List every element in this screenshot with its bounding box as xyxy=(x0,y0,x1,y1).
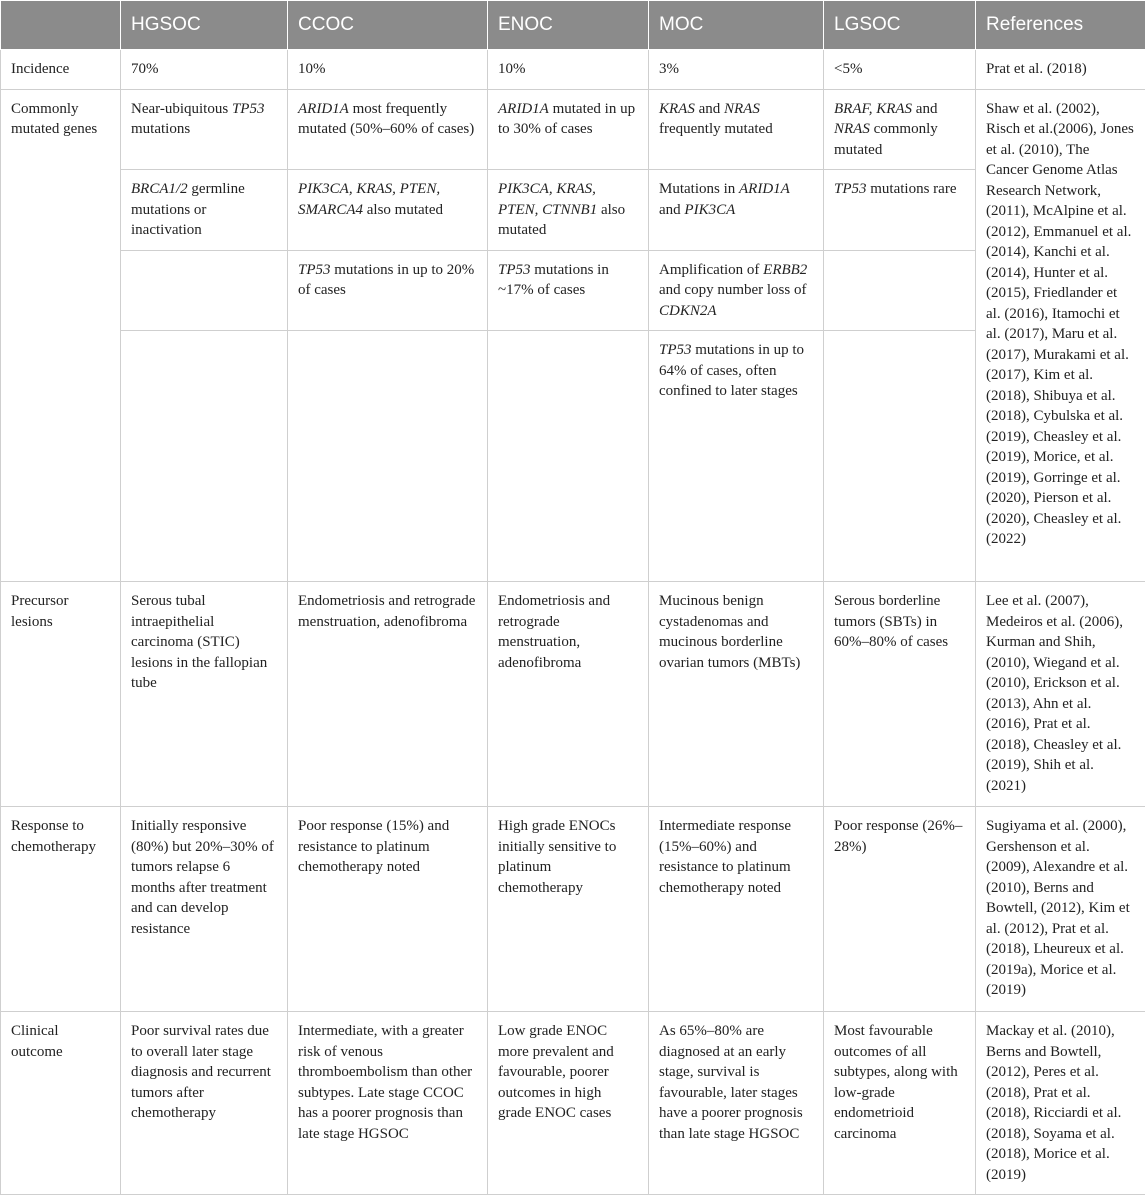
row-response xyxy=(1,807,1145,1012)
outcome-hgsoc: Poor survival rates due to overall later stage diagnosis and recurrent tumors after chemotherapy xyxy=(121,1012,288,1195)
response-references: Sugiyama et al. (2000), Gershenson et al. (2009), Alexandre et al. (2010), Berns and Bowtell, (2012), Kim et al. (2012), Prat et al. (2018), Lheureux et al. (2019a), Morice et al. (2019) xyxy=(976,807,1145,1012)
genes-enoc-1: ARID1A mutated in up to 30% of cases xyxy=(488,89,649,170)
genes-enoc-2: PIK3CA, KRAS, PTEN, CTNNB1 also mutated xyxy=(488,170,649,251)
row-genes-3 xyxy=(1,250,1145,331)
outcome-moc: As 65%–80% are diagnosed at an early stage, survival is favourable, later stages have a poorer prognosis than late stage HGSOC xyxy=(649,1012,824,1195)
row-label-genes: Commonly mutated genes xyxy=(1,89,121,582)
genes-references: Shaw et al. (2002), Risch et al.(2006), Jones et al. (2010), The Cancer Genome Atlas Research Network, (2011), McAlpine et al. (2012), Emmanuel et al. (2014), Kanchi et al. (2014), Hunter et al. (2015), Friedlander et al. (2016), Itamochi et al. (2017), Maru et al. (2017), Murakami et al. (2017), Kim et al. (2018), Shibuya et al. (2018), Cybulska et al. (2019), Cheasley et al. (2019), Morice, et al. (2019), Gorringe et al. (2020), Pierson et al. (2020), Cheasley et al. (2022) xyxy=(976,89,1145,582)
row-label-precursor: Precursor lesions xyxy=(1,582,121,807)
incidence-enoc: 10% xyxy=(488,50,649,90)
header-moc: MOC xyxy=(649,1,824,50)
genes-ccoc-1: ARID1A most frequently mutated (50%–60% of cases) xyxy=(288,89,488,170)
header-references: References xyxy=(976,1,1145,50)
response-hgsoc: Initially responsive (80%) but 20%–30% of tumors relapse 6 months after treatment and can develop resistance xyxy=(121,807,288,1012)
genes-ccoc-4 xyxy=(288,331,488,582)
response-ccoc: Poor response (15%) and resistance to platinum chemotherapy noted xyxy=(288,807,488,1012)
outcome-lgsoc: Most favourable outcomes of all subtypes, along with low-grade endometrioid carcinoma xyxy=(824,1012,976,1195)
precursor-enoc: Endometriosis and retrograde menstruation, adenofibroma xyxy=(488,582,649,807)
row-label-response: Response to chemotherapy xyxy=(1,807,121,1012)
outcome-references: Mackay et al. (2010), Berns and Bowtell, (2012), Peres et al. (2018), Prat et al. (2018), Ricciardi et al. (2018), Soyama et al. (2018), Morice et al. (2019) xyxy=(976,1012,1145,1195)
header-row xyxy=(1,1,1145,50)
genes-moc-2: Mutations in ARID1A and PIK3CA xyxy=(649,170,824,251)
genes-lgsoc-4 xyxy=(824,331,976,582)
genes-hgsoc-1: Near-ubiquitous TP53 mutations xyxy=(121,89,288,170)
genes-enoc-4 xyxy=(488,331,649,582)
genes-lgsoc-2: TP53 mutations rare xyxy=(824,170,976,251)
outcome-ccoc: Intermediate, with a greater risk of venous thromboembolism than other subtypes. Late stage CCOC has a poorer prognosis than late stage HGSOC xyxy=(288,1012,488,1195)
outcome-enoc: Low grade ENOC more prevalent and favourable, poorer outcomes in high grade ENOC cases xyxy=(488,1012,649,1195)
precursor-lgsoc: Serous borderline tumors (SBTs) in 60%–80% of cases xyxy=(824,582,976,807)
genes-ccoc-2: PIK3CA, KRAS, PTEN, SMARCA4 also mutated xyxy=(288,170,488,251)
header-corner xyxy=(1,1,121,50)
row-precursor xyxy=(1,582,1145,807)
precursor-ccoc: Endometriosis and retrograde menstruation, adenofibroma xyxy=(288,582,488,807)
row-incidence xyxy=(1,50,1145,90)
genes-moc-3: Amplification of ERBB2 and copy number loss of CDKN2A xyxy=(649,250,824,331)
genes-enoc-3: TP53 mutations in ~17% of cases xyxy=(488,250,649,331)
genes-lgsoc-3 xyxy=(824,250,976,331)
response-moc: Intermediate response (15%–60%) and resistance to platinum chemotherapy noted xyxy=(649,807,824,1012)
row-outcome xyxy=(1,1012,1145,1195)
header-hgsoc: HGSOC xyxy=(121,1,288,50)
genes-moc-4: TP53 mutations in up to 64% of cases, often confined to later stages xyxy=(649,331,824,582)
header-enoc: ENOC xyxy=(488,1,649,50)
response-enoc: High grade ENOCs initially sensitive to platinum chemotherapy xyxy=(488,807,649,1012)
row-label-outcome: Clinical outcome xyxy=(1,1012,121,1195)
header-ccoc: CCOC xyxy=(288,1,488,50)
incidence-lgsoc: <5% xyxy=(824,50,976,90)
row-genes-2 xyxy=(1,170,1145,251)
precursor-moc: Mucinous benign cystadenomas and mucinous borderline ovarian tumors (MBTs) xyxy=(649,582,824,807)
incidence-moc: 3% xyxy=(649,50,824,90)
genes-lgsoc-1: BRAF, KRAS and NRAS commonly mutated xyxy=(824,89,976,170)
genes-hgsoc-2: BRCA1/2 germline mutations or inactivation xyxy=(121,170,288,251)
incidence-ccoc: 10% xyxy=(288,50,488,90)
row-genes-4 xyxy=(1,331,1145,582)
incidence-hgsoc: 70% xyxy=(121,50,288,90)
precursor-references: Lee et al. (2007), Medeiros et al. (2006), Kurman and Shih, (2010), Wiegand et al. (2010), Erickson et al. (2013), Ahn et al. (2016), Prat et al. (2018), Cheasley et al. (2019), Shih et al. (2021) xyxy=(976,582,1145,807)
row-genes-1 xyxy=(1,89,1145,170)
genes-hgsoc-3 xyxy=(121,250,288,331)
response-lgsoc: Poor response (26%–28%) xyxy=(824,807,976,1012)
row-label-incidence: Incidence xyxy=(1,50,121,90)
genes-moc-1: KRAS and NRAS frequently mutated xyxy=(649,89,824,170)
genes-ccoc-3: TP53 mutations in up to 20% of cases xyxy=(288,250,488,331)
precursor-hgsoc: Serous tubal intraepithelial carcinoma (STIC) lesions in the fallopian tube xyxy=(121,582,288,807)
incidence-references: Prat et al. (2018) xyxy=(976,50,1145,90)
header-lgsoc: LGSOC xyxy=(824,1,976,50)
genes-hgsoc-4 xyxy=(121,331,288,582)
